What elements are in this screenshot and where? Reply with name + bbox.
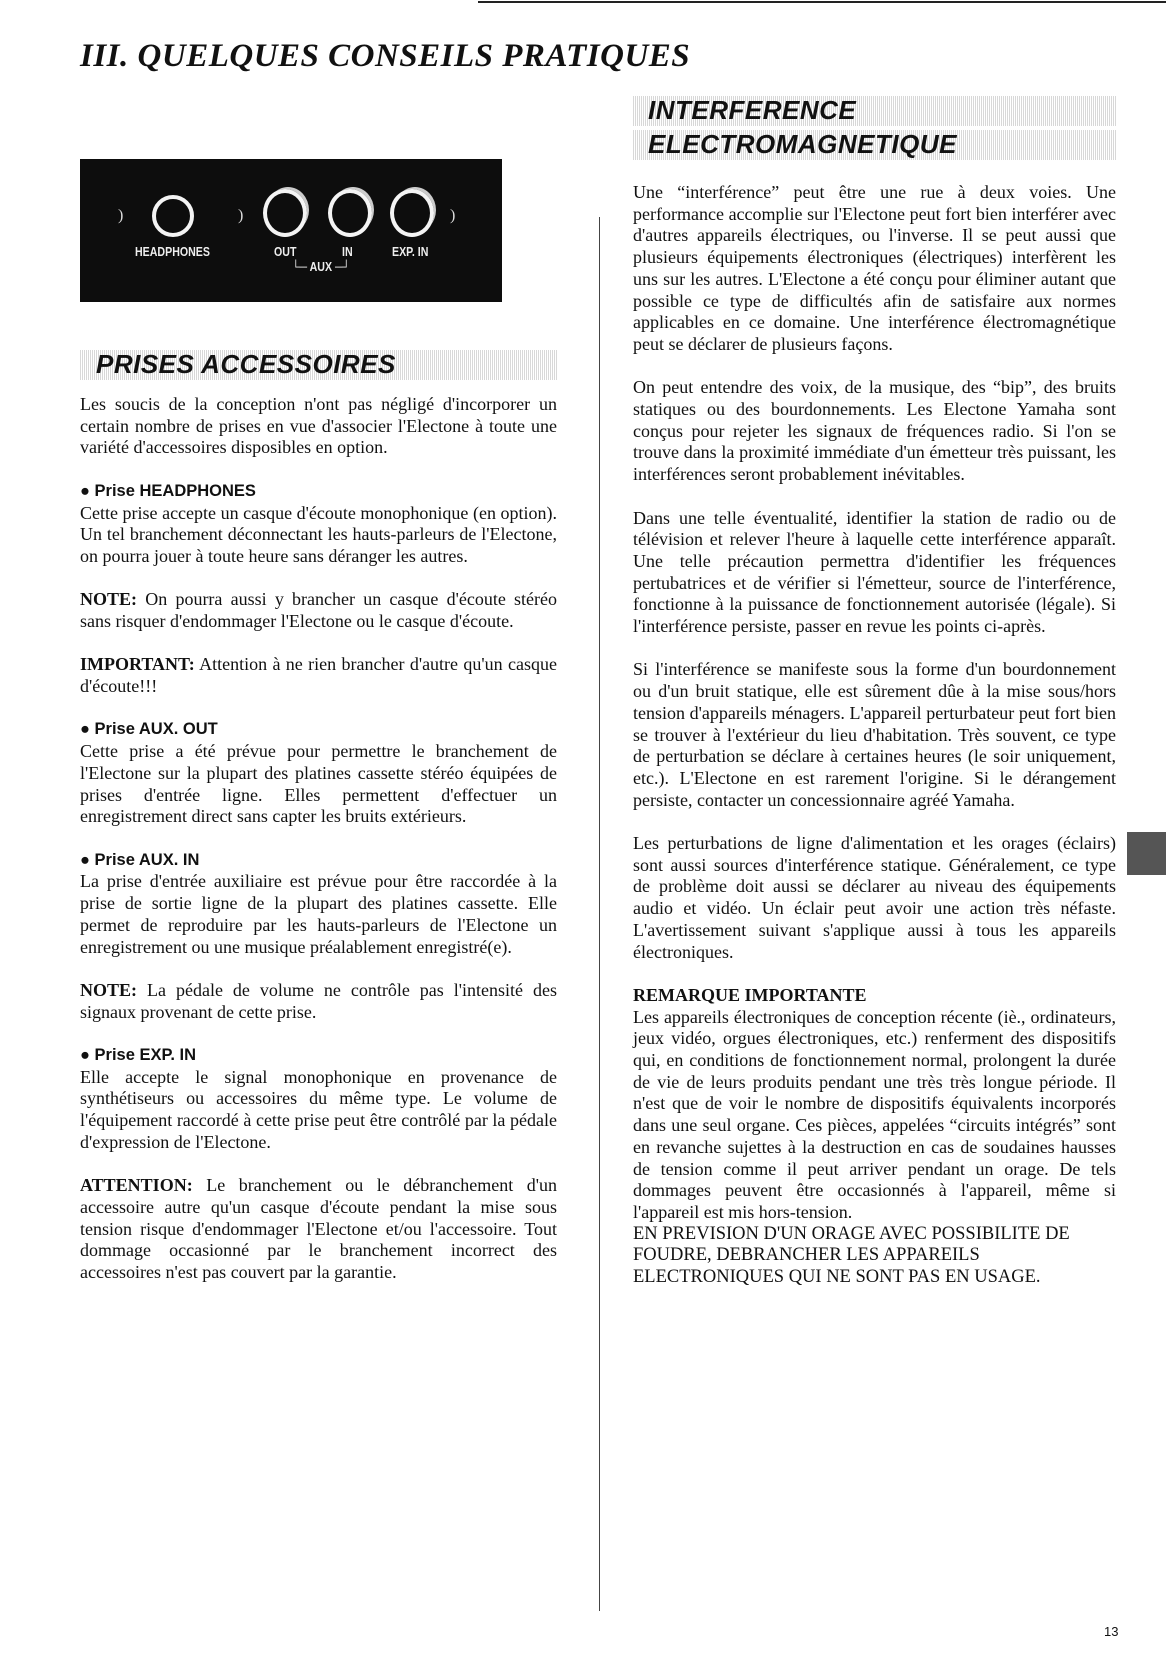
- paragraph: Une “interférence” peut être une rue à deux voies. Une performance accomplie sur l'Electone peut fort bien interférer avec d'autres appareils électriques, ou l'inverse. Il se peut aussi que plusieurs équipements électroniques (électriques) interfèrent les uns sur les autres. L'Electone a été conçu pour éliminer autant que possible ce type de difficultés afin de satisfaire aux normes applicables en ce domaine. Une interférence électromagnétique peut se déclarer de plusieurs façons.: [633, 182, 1116, 354]
- exp-in-section: [80, 1045, 557, 1154]
- aux-in-title: ● Prise AUX. IN: [80, 850, 200, 869]
- headphones-important: [80, 654, 557, 697]
- interference-heading-line1: INTERFERENCE: [648, 95, 857, 125]
- headphones-section: [80, 481, 557, 568]
- headphones-label: HEADPHONES: [135, 245, 210, 259]
- headphones-text: Cette prise accepte un casque d'écoute monophonique (en option). Un tel branchement déconnectant les hauts-parleurs de l'Electone, on pourra jouer à toute heure sans déranger les autres.: [80, 502, 557, 566]
- aux-out-section: [80, 719, 557, 828]
- remarque-title: REMARQUE IMPORTANTE: [633, 984, 867, 1005]
- exp-in-text: Elle accepte le signal monophonique en provenance de synthétiseurs ou accessoires du même type. Le volume de l'équipement raccordé à cette prise peut être contrôlé par la pédale d'expression de l'Electone.: [80, 1066, 557, 1152]
- out-label: OUT: [274, 245, 297, 259]
- section-thumb-tab: [1127, 832, 1166, 875]
- interference-heading-line2: ELECTROMAGNETIQUE: [648, 129, 957, 159]
- exp-in-jack-icon: [390, 189, 434, 237]
- aux-in-text: La prise d'entrée auxiliaire est prévue pour être raccordée à la prise de sortie ligne de la plupart des platines cassette. Elle permet de reproduire par les hauts-parleurs de l'Electone un enregistrement ou une musique préalablement enregistré(e).: [80, 871, 557, 957]
- page-number: 13: [1104, 1624, 1119, 1639]
- top-rule: [478, 1, 1166, 3]
- note-label: NOTE:: [80, 589, 138, 610]
- headphones-note: [80, 589, 557, 632]
- aux-out-title: ● Prise AUX. OUT: [80, 720, 218, 739]
- note-text: La pédale de volume ne contrôle pas l'intensité des signaux provenant de cette prise.: [80, 979, 557, 1022]
- prises-heading: PRISES ACCESSOIRES: [96, 349, 396, 379]
- aux-label: └─ AUX ─┘: [292, 260, 351, 274]
- headphones-jack-icon: [152, 195, 194, 237]
- note-label: NOTE:: [80, 979, 138, 1000]
- important-text: Attention à ne rien brancher d'autre qu'un casque d'écoute!!!: [80, 654, 557, 697]
- right-column: [633, 182, 1116, 1289]
- aux-out-jack-icon: [263, 189, 307, 237]
- paragraph: Si l'interférence se manifeste sous la forme d'un bourdonnement ou d'un bruit statique, elle est sûrement dûe à la mise sous/hors tension d'appareils ménagers. L'appareil perturbateur peut fort bien se trouver à l'extérieur du lieu d'habitation. Très souvent, ce type de perturbation se déclare à certaines heures (le soir uniquement, etc.). L'Electone en est rarement l'origine. Si le dérangement persiste, contacter un concessionnaire agréé Yamaha.: [633, 659, 1116, 810]
- aux-out-text: Cette prise a été prévue pour permettre le branchement de l'Electone sur la plupart des platines cassette stéréo équipées de prises d'entrée ligne. Elles permettent d'effectuer un enregistrement direct sans capter les bruits extérieurs.: [80, 741, 557, 827]
- attention-paragraph: [80, 1175, 557, 1284]
- paragraph: Les perturbations de ligne d'alimentation et les orages (éclairs) sont aussi sources d'interférence statique. Généralement, ce type de problème doit aussi se déclarer au niveau des équipements audio et vidéo. Un éclair peut avoir une action très néfaste. L'avertissement suivant s'applique aussi à tous les appareils électroniques.: [633, 833, 1116, 962]
- aux-in-jack-icon: [328, 189, 372, 237]
- aux-in-note: [80, 980, 557, 1023]
- screw-icon: ): [238, 207, 244, 224]
- attention-label: ATTENTION:: [80, 1175, 193, 1196]
- column-divider: [599, 217, 600, 1611]
- jack-panel-illustration: [80, 159, 502, 302]
- important-label: IMPORTANT:: [80, 654, 195, 675]
- remarque-text: Les appareils électroniques de conception récente (iè., ordinateurs, jeux vidéo, orgues électroniques, etc.) renferment des dispositifs qui, en conditions de fonctionnement normal, prolongent la durée de vie de leurs produits pendant une très très longue période. Il n'est que de voir le nombre de dispositifs équivalents incorporés dans une seul organe. Ces pièces, appelées “circuits intégrés” sont en revanche sujettes à la destruction en cas de soudaines hausses de tension comme il peut arriver pendant un orage. De tels dommages peuvent être occasionnés à l'appareil, même si l'appareil est mis hors-tension.: [633, 1006, 1116, 1222]
- screw-icon: ): [118, 207, 124, 224]
- exp-in-label: EXP. IN: [392, 245, 429, 259]
- in-label: IN: [342, 245, 353, 259]
- intro-paragraph: Les soucis de la conception n'ont pas négligé d'incorporer un certain nombre de prises en vue d'associer l'Electone à toute une variété d'accessoires disposibles en option.: [80, 394, 557, 458]
- attention-text: Le branchement ou le débranchement d'un accessoire autre qu'un casque d'écoute pendant la mise sous tension risque d'endommager l'Electone et/ou l'accessoire. Tout dommage occasionné par le branchement incorrect des accessoires n'est pas couvert par la garantie.: [80, 1175, 557, 1282]
- page-title: III. QUELQUES CONSEILS PRATIQUES: [80, 38, 691, 74]
- exp-in-title: ● Prise EXP. IN: [80, 1045, 197, 1064]
- storm-warning: EN PREVISION D'UN ORAGE AVEC POSSIBILITE DE FOUDRE, DEBRANCHER LES APPAREILS ELECTRONIQUES QUI NE SONT PAS EN USAGE.: [633, 1223, 1070, 1288]
- note-text: On pourra aussi y brancher un casque d'écoute stéréo sans risquer d'endommager l'Electone ou le casque d'écoute.: [80, 589, 557, 631]
- paragraph: On peut entendre des voix, de la musique, des “bip”, des bruits statiques ou des bourdonnements. Les Electone Yamaha sont conçus pour rejeter les signaux de fréquences radio. Si l'on se trouve dans la proximité immédiate d'un émetteur très puissant, les interférences seront probablement inévitables.: [633, 377, 1116, 485]
- headphones-title: ● Prise HEADPHONES: [80, 481, 256, 500]
- screw-icon: ): [450, 207, 456, 224]
- aux-in-section: [80, 850, 557, 959]
- paragraph: Dans une telle éventualité, identifier la station de radio ou de télévision et relever l'heure à laquelle cette interférence apparaît. Une telle précaution permettra d'identifier les fréquences pertubatrices et de vérifier si l'émetteur, source de l'interférence, fonctionne à la puissance de fonctionnement autorisée (légale). Si l'interférence persiste, passer en revue les points ci-après.: [633, 507, 1116, 637]
- left-column: [80, 394, 557, 1305]
